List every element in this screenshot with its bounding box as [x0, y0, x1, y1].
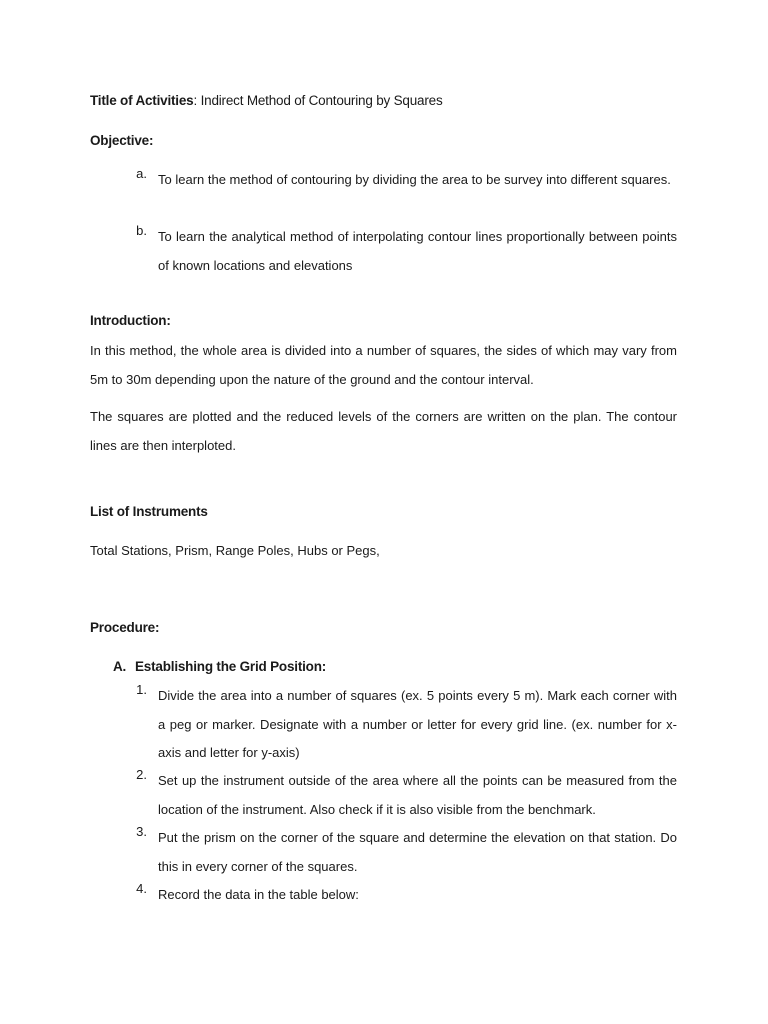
title-label: Title of Activities: [90, 93, 194, 108]
procedure-section-a-heading: [113, 659, 326, 674]
objective-text-b: To learn the analytical method of interpolating contour lines proportionally between points of known locations and elevations: [158, 229, 677, 273]
objective-marker-b: b.: [136, 223, 147, 238]
step-4-marker: 4.: [136, 881, 147, 896]
introduction-heading: Introduction:: [90, 313, 171, 328]
step-1-text: Divide the area into a number of squares (ex. 5 points every 5 m). Mark each corner with a peg or marker. Designate with a number or letter for every grid line. (ex. number for x-axis and letter for y-axis): [158, 688, 677, 760]
step-4-text: Record the data in the table below:: [158, 887, 359, 902]
title-value: Indirect Method of Contouring by Squares: [200, 93, 443, 108]
activity-title: [90, 93, 677, 108]
procedure-heading: Procedure:: [90, 620, 160, 635]
title-separator: :: [193, 93, 201, 108]
instruments-list: Total Stations, Prism, Range Poles, Hubs or Pegs,: [90, 543, 380, 558]
step-2-text: Set up the instrument outside of the area where all the points can be measured from the location of the instrument. Also check if it is also visible from the benchmark.: [158, 773, 677, 817]
introduction-paragraph-1: In this method, the whole area is divided into a number of squares, the sides of which may vary from 5m to 30m depending upon the nature of the ground and the contour interval.: [90, 343, 677, 387]
section-a-title: Establishing the Grid Position:: [135, 659, 327, 674]
instruments-heading: List of Instruments: [90, 504, 208, 519]
introduction-paragraph-2: The squares are plotted and the reduced levels of the corners are written on the plan. The contour lines are then interploted.: [90, 409, 677, 453]
objective-heading: Objective:: [90, 133, 154, 148]
step-1-marker: 1.: [136, 682, 147, 697]
objective-text-a: To learn the method of contouring by dividing the area to be survey into different squares.: [158, 172, 671, 187]
section-a-letter: A.: [113, 659, 127, 674]
step-3-text: Put the prism on the corner of the square and determine the elevation on that station. Do this in every corner of the squares.: [158, 830, 677, 874]
objective-marker-a: a.: [136, 166, 147, 181]
step-3-marker: 3.: [136, 824, 147, 839]
step-2-marker: 2.: [136, 767, 147, 782]
